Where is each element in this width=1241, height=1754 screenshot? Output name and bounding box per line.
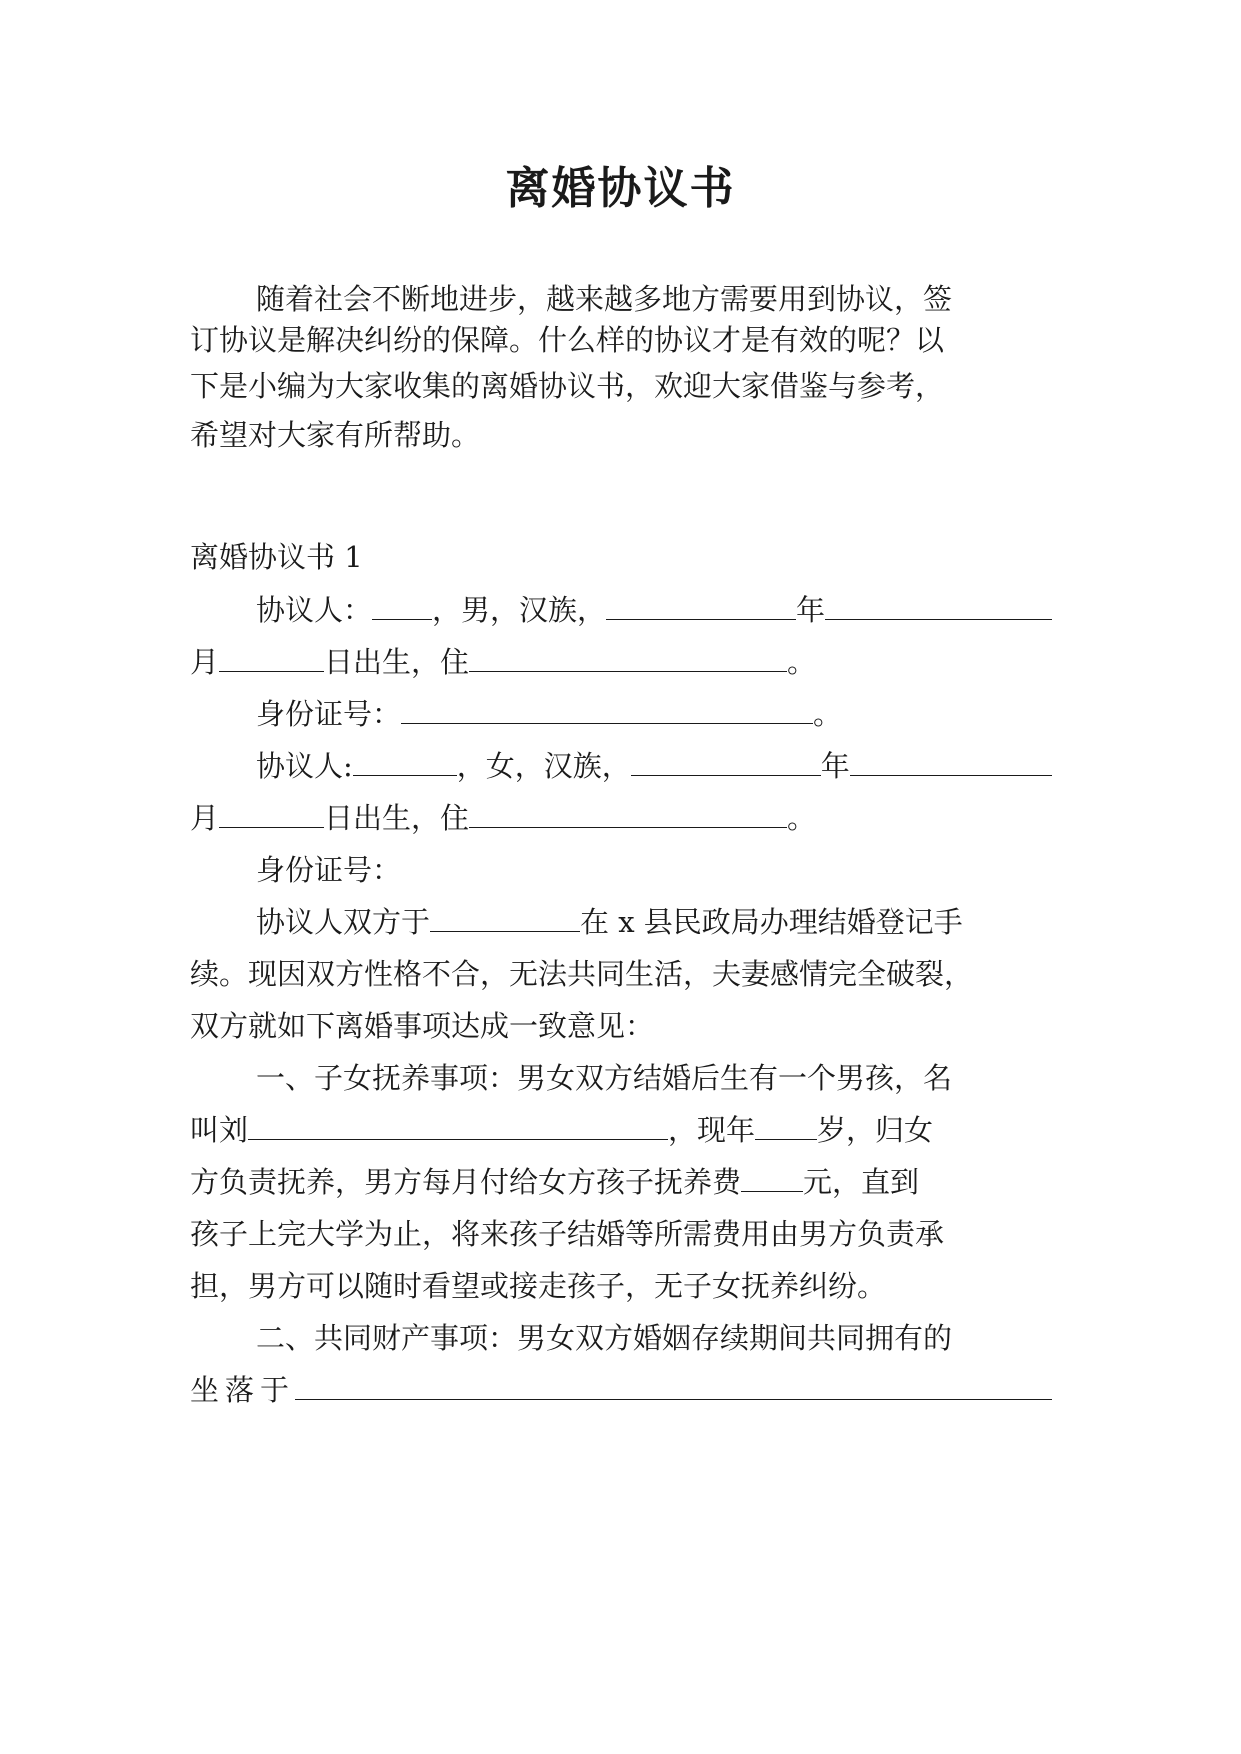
page-title: 离婚协议书	[505, 163, 736, 214]
child-line-5: 担，男方可以随时看望或接走孩子，无子女抚养纠纷。	[190, 1269, 887, 1303]
child-text-b: ，现年	[668, 1113, 756, 1147]
party1-end: 。	[787, 645, 817, 679]
intro-line-1: 随着社会不断地进步，越来越多地方需要用到协议，签	[256, 282, 953, 316]
marriage-line-1	[256, 902, 963, 942]
marriage-text-a: 协议人双方于	[256, 905, 431, 939]
party2-label: 协议人:	[256, 749, 353, 783]
party2-sep: ，女，汉族，	[456, 749, 631, 783]
party1-sep: ，男，汉族，	[432, 593, 607, 627]
party2-line-2	[190, 798, 816, 838]
party1-line-2	[190, 642, 816, 682]
intro-line-4: 希望对大家有所帮助。	[190, 418, 481, 452]
party2-name-blank	[353, 747, 457, 776]
party1-birth-month-blank	[825, 591, 1052, 620]
party1-born-label: 日出生，住	[324, 645, 470, 679]
property-location-blank	[295, 1371, 1052, 1400]
property-line-2	[190, 1370, 1052, 1410]
party1-name-blank	[372, 591, 432, 620]
marriage-line-2: 续。现因双方性格不合，无法共同生活，夫妻感情完全破裂，	[190, 957, 974, 991]
child-support-blank	[741, 1163, 803, 1192]
party1-year-label: 年	[796, 593, 826, 627]
child-age-blank	[755, 1111, 817, 1140]
party1-birth-day-blank	[219, 643, 324, 672]
party2-birth-year-blank	[631, 747, 821, 776]
party1-line-1	[256, 590, 1052, 630]
property-line-1: 二、共同财产事项：男女双方婚姻存续期间共同拥有的	[256, 1321, 953, 1355]
marriage-text-b: 在 x 县民政局办理结婚登记手	[580, 905, 963, 939]
child-text-a: 叫刘	[190, 1113, 249, 1147]
child-name-blank	[248, 1111, 668, 1140]
intro-line-3: 下是小编为大家收集的离婚协议书，欢迎大家借鉴与参考，	[190, 369, 945, 403]
child-text-e: 元，直到	[803, 1165, 920, 1199]
party1-id-end: 。	[813, 697, 843, 731]
child-line-4: 孩子上完大学为止，将来孩子结婚等所需费用由男方负责承	[190, 1217, 945, 1251]
child-line-3	[190, 1162, 1052, 1202]
party1-birth-year-blank	[606, 591, 796, 620]
party2-address-blank	[469, 799, 787, 828]
intro-line-2: 订协议是解决纠纷的保障。什么样的协议才是有效的呢？以	[190, 323, 945, 357]
party1-id-line	[256, 694, 842, 734]
party1-label: 协议人：	[256, 593, 373, 627]
section-title: 离婚协议书 1	[190, 540, 363, 574]
party2-id-label: 身份证号：	[256, 853, 402, 887]
marriage-line-3: 双方就如下离婚事项达成一致意见：	[190, 1009, 655, 1043]
child-text-c: 岁，归女	[817, 1113, 934, 1147]
party2-month-label: 月	[190, 801, 220, 835]
party2-birth-day-blank	[219, 799, 324, 828]
party2-birth-month-blank	[850, 747, 1052, 776]
marriage-date-blank	[430, 903, 580, 932]
party1-month-label: 月	[190, 645, 220, 679]
property-text-a: 坐落于	[190, 1373, 296, 1407]
party1-id-label: 身份证号：	[256, 697, 402, 731]
party2-end: 。	[787, 801, 817, 835]
child-text-d: 方负责抚养，男方每月付给女方孩子抚养费	[190, 1165, 742, 1199]
child-line-2	[190, 1110, 1052, 1150]
child-line-1: 一、子女抚养事项：男女双方结婚后生有一个男孩，名	[256, 1061, 953, 1095]
party1-id-blank	[401, 695, 813, 724]
party2-line-1	[256, 746, 1052, 786]
party1-address-blank	[469, 643, 787, 672]
party2-born-label: 日出生，住	[324, 801, 470, 835]
party2-year-label: 年	[820, 749, 850, 783]
